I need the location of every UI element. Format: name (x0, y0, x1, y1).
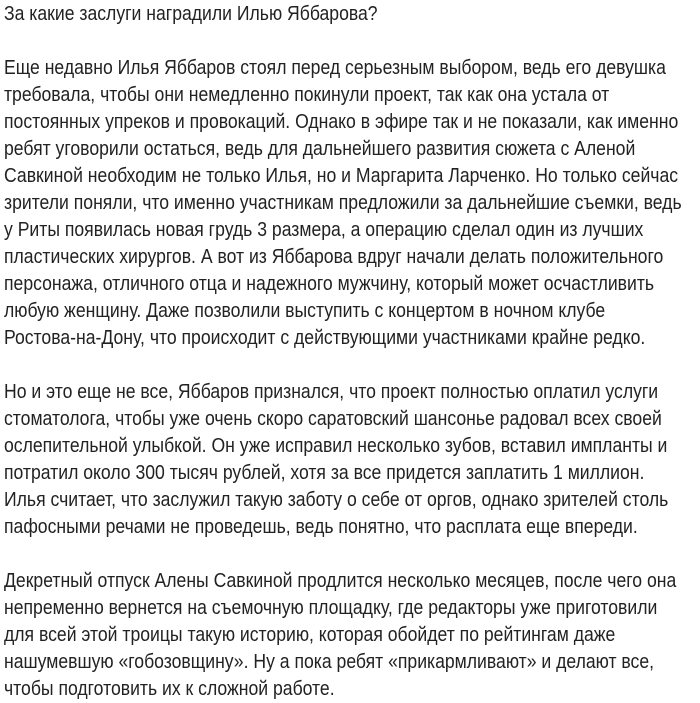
paragraph-line: потратил около 300 тысяч рублей, хотя за все придется заплатить 1 миллион. (4, 462, 645, 484)
article-body (4, 55, 700, 703)
article-title: За какие заслуги наградили Илью Яббарова? (4, 3, 378, 25)
paragraph-line: ребят уговорили остаться, ведь для дальнейшего развития сюжета с Аленой (4, 138, 636, 160)
paragraph-line: непременно вернется на съемочную площадку, где редакторы уже приготовили (4, 597, 658, 619)
paragraph (4, 379, 700, 541)
paragraph-line: постоянных упреков и провокаций. Однако в эфире так и не показали, как именно (4, 111, 679, 133)
paragraph-line: требовала, чтобы они немедленно покинули проект, так как она устала от (4, 84, 610, 106)
paragraph-line: для всей этой троицы такую историю, которая обойдет по рейтингам даже (4, 624, 616, 646)
paragraph-line: Илья считает, что заслужил такую заботу о себе от оргов, однако зрителей столь (4, 489, 669, 511)
paragraph-line: нашумевшую «гобозовщину». Ну а пока ребят «прикармливают» и делают все, (4, 651, 655, 673)
paragraph-line: Ростова-на-Дону, что происходит с действующими участниками крайне редко. (4, 327, 646, 349)
paragraph-line: зрители поняли, что именно участникам предложили за дальнейшие съемки, ведь (4, 192, 682, 214)
paragraph-line: пафосными речами не проведешь, ведь понятно, что расплата еще впереди. (4, 516, 638, 538)
paragraph-line: стоматолога, чтобы уже очень скоро саратовский шансонье радовал всех своей (4, 408, 662, 430)
paragraph-line: у Риты появилась новая грудь 3 размера, а операцию сделал один из лучших (4, 219, 644, 241)
paragraph-line: чтобы подготовить их к сложной работе. (4, 678, 335, 700)
paragraph-line: любую женщину. Даже позволили выступить с концертом в ночном клубе (4, 300, 606, 322)
paragraph-line: пластических хирургов. А вот из Яббарова вдруг начали делать положительного (4, 246, 664, 268)
paragraph (4, 55, 700, 352)
article (4, 0, 700, 703)
paragraph (4, 568, 700, 703)
paragraph-line: ослепительной улыбкой. Он уже исправил несколько зубов, вставил импланты и (4, 435, 668, 457)
paragraph-line: Савкиной необходим не только Илья, но и Маргарита Ларченко. Но только сейчас (4, 165, 679, 187)
paragraph-line: Еще недавно Илья Яббаров стоял перед серьезным выбором, ведь его девушка (4, 57, 666, 79)
paragraph-line: Декретный отпуск Алены Савкиной продлится несколько месяцев, после чего она (4, 570, 677, 592)
paragraph-line: персонажа, отличного отца и надежного мужчину, который может осчастливить (4, 273, 655, 295)
paragraph-line: Но и это еще не все, Яббаров признался, что проект полностью оплатил услуги (4, 381, 659, 403)
